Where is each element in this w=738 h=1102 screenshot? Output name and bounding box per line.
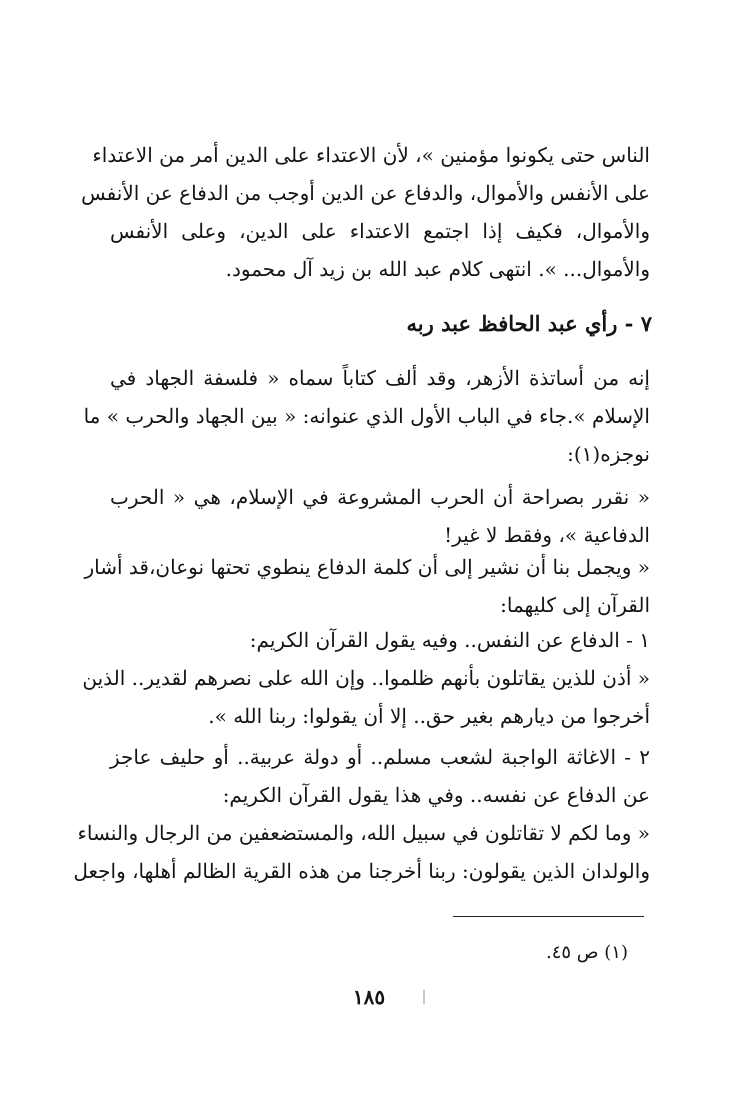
paragraph-intro — [83, 359, 650, 473]
scan-mark — [423, 990, 425, 1004]
paragraph-continuation — [81, 136, 650, 288]
text-line: « ويجمل بنا أن نشير إلى أن كلمة الدفاع ينطوي تحتها نوعان،قد أشار — [84, 555, 650, 579]
text-line: أخرجوا من ديارهم بغير حق.. إلا أن يقولوا: ربنا الله ». — [208, 704, 650, 728]
text-line: ١ - الدفاع عن النفس.. وفيه يقول القرآن الكريم: — [249, 628, 650, 652]
text-line: الناس حتى يكونوا مؤمنين »، لأن الاعتداء على الدين أمر من الاعتداء — [92, 143, 650, 167]
quote-two-types — [84, 548, 650, 624]
text-line: على الأنفس والأموال، والدفاع عن الدين أوجب من الدفاع عن الأنفس — [81, 181, 650, 205]
text-line: والأموال، فكيف إذا اجتمع الاعتداء على الدين، وعلى الأنفس — [110, 219, 650, 243]
text-line: والولدان الذين يقولون: ربنا أخرجنا من هذه القرية الظالم أهلها، واجعل — [73, 859, 650, 883]
text-line: ٢ - الاغاثة الواجبة لشعب مسلم.. أو دولة عربية.. أو حليف عاجز — [110, 745, 650, 769]
text-line: إنه من أساتذة الأزهر، وقد ألف كتاباً سماه « فلسفة الجهاد في — [110, 366, 650, 390]
text-line: والأموال... ». انتهى كلام عبد الله بن زيد آل محمود. — [225, 257, 650, 281]
quote-defensive-war — [110, 478, 650, 554]
text-line: عن الدفاع عن نفسه.. وفي هذا يقول القرآن الكريم: — [222, 783, 650, 807]
text-line: « أذن للذين يقاتلون بأنهم ظلموا.. وإن الله على نصرهم لقدير.. الذين — [82, 666, 650, 690]
text-line: « نقرر بصراحة أن الحرب المشروعة في الإسلام، هي « الحرب — [110, 485, 650, 509]
text-line: القرآن إلى كليهما: — [500, 593, 650, 617]
list-item-relief — [73, 738, 650, 890]
text-line: « وما لكم لا تقاتلون في سبيل الله، والمستضعفين من الرجال والنساء — [77, 821, 650, 845]
list-item-self-defense — [82, 621, 650, 735]
footnote: (١) ص ٤٥. — [545, 942, 628, 963]
page-number: ١٨٥ — [352, 985, 386, 1009]
text-line: نوجزه(١): — [567, 442, 650, 466]
footnote-separator — [453, 916, 644, 917]
section-heading: ٧ - رأي عبد الحافظ عبد ربه — [406, 311, 652, 336]
text-line: الدفاعية »، وفقط لا غير! — [444, 523, 650, 547]
text-line: الإسلام ».جاء في الباب الأول الذي عنوانه: « بين الجهاد والحرب » ما — [83, 404, 650, 428]
